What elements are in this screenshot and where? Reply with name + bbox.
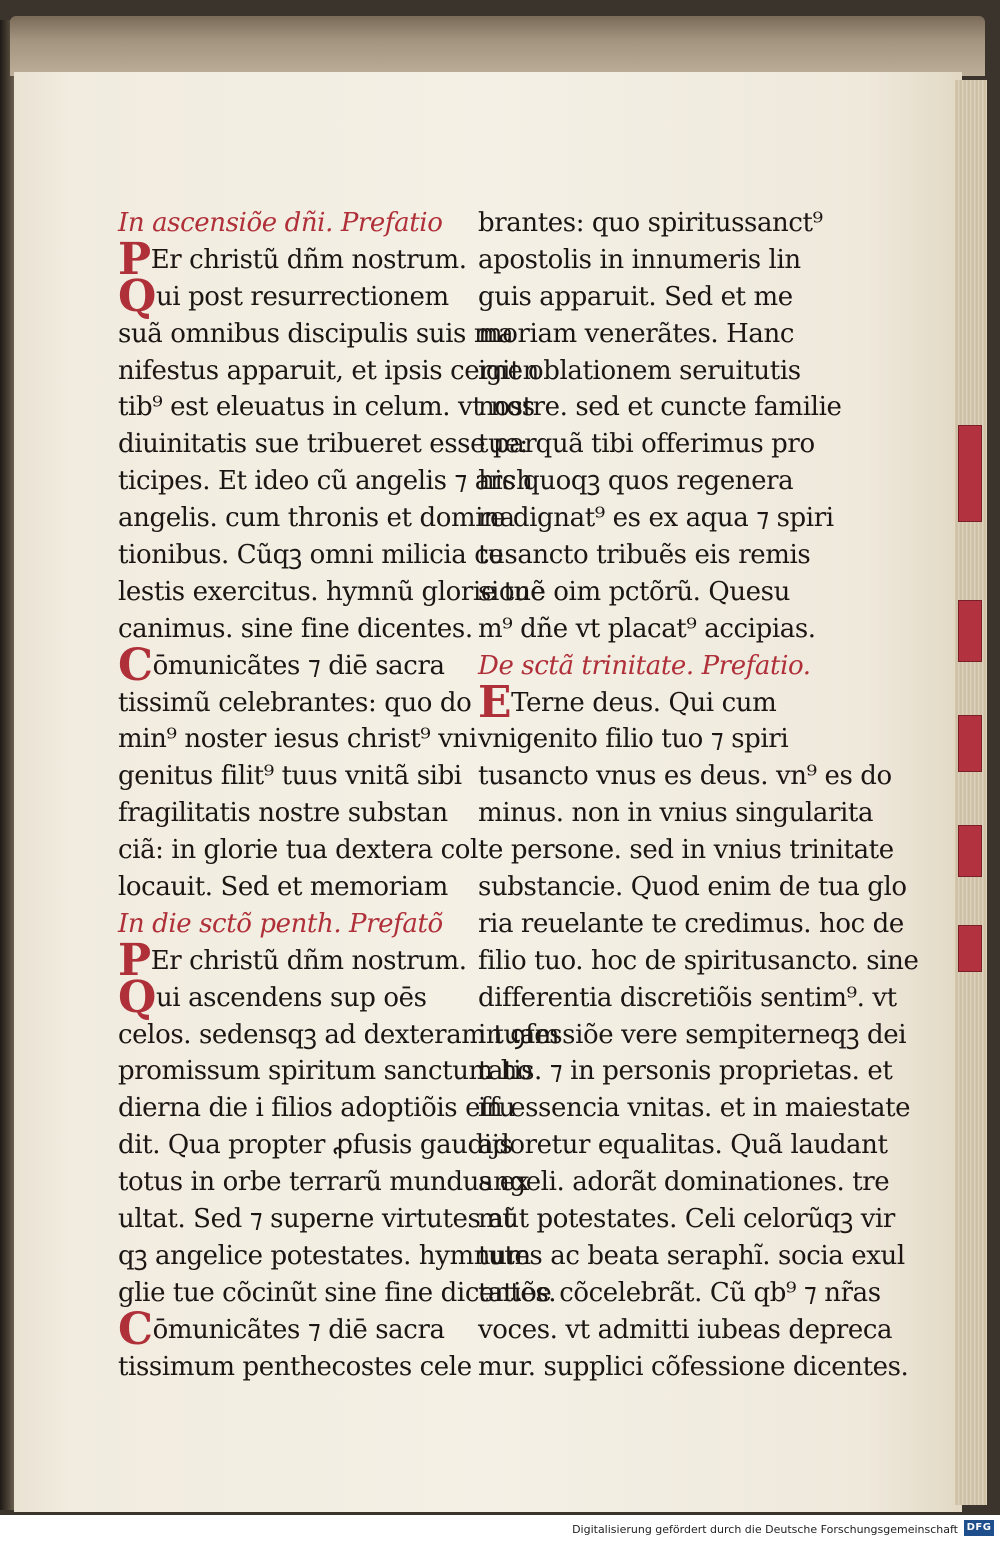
rubric-heading <box>478 648 811 685</box>
line-text: igit oblationem seruitutis <box>478 355 801 386</box>
text-line <box>478 758 892 795</box>
line-text: In ascensiõe dñi. Prefatio <box>118 208 443 238</box>
rubricated-initial: P <box>118 233 151 285</box>
rubricated-initial: Q <box>118 270 156 322</box>
page-tab-marker <box>958 425 982 522</box>
text-line <box>118 1127 513 1164</box>
text-line <box>118 1303 453 1355</box>
text-line <box>118 1053 533 1090</box>
footer-bar <box>0 1515 1000 1543</box>
line-text: angeli. adorãt dominationes. tre <box>478 1167 890 1198</box>
rubricated-initial: C <box>118 639 153 691</box>
text-line <box>478 1201 895 1238</box>
page-tab-marker <box>958 715 982 772</box>
line-text: guis apparuit. Sed et me <box>478 281 793 312</box>
line-text: te persone. sed in vnius trinitate <box>478 835 894 866</box>
line-text: voces. vt admitti iubeas depreca <box>478 1314 893 1345</box>
line-text: tusancto tribuẽs eis remis <box>478 540 811 571</box>
line-text: lestis exercitus. hymnũ glorie tue <box>118 576 546 607</box>
line-text: ōmunicãtes ⁊ diē sacra <box>152 1314 445 1345</box>
line-text: filio tuo. hoc de spiritusancto. sine <box>478 945 919 976</box>
line-text: tionibus. Cũqꝫ omni milicia ce <box>118 540 504 571</box>
text-line <box>478 537 811 574</box>
line-text: totus in orbe terrarũ mundus ex <box>118 1167 530 1198</box>
line-text: apostolis in innumeris lin <box>478 244 801 275</box>
text-line <box>478 906 904 943</box>
line-text: ultat. Sed ⁊ superne virtutes at <box>118 1204 514 1235</box>
line-text: tatis. ⁊ in personis proprietas. et <box>478 1056 893 1087</box>
line-text: nostre. sed et cuncte familie <box>478 392 842 423</box>
text-line <box>478 1275 881 1312</box>
text-line <box>118 1201 514 1238</box>
text-line <box>478 1238 905 1275</box>
line-text: min⁹ noster iesus christ⁹ vni <box>118 724 477 755</box>
text-line <box>118 233 467 285</box>
text-line <box>478 205 823 242</box>
line-text: ui post resurrectionem <box>155 281 449 312</box>
line-text: promissum spiritum sanctum ho <box>118 1056 533 1087</box>
text-line <box>118 611 473 648</box>
text-line <box>118 639 453 691</box>
text-line <box>478 1017 907 1054</box>
line-text: tue: quã tibi offerimus pro <box>478 429 815 460</box>
line-text: in ꝯfessiõe vere sempiterneqꝫ dei <box>478 1019 907 1050</box>
text-line <box>118 270 453 322</box>
page-tab-marker <box>958 825 982 877</box>
text-line <box>118 389 535 426</box>
text-line <box>118 537 504 574</box>
page-tab-marker <box>958 600 982 662</box>
text-line <box>118 685 472 722</box>
line-text: diuinitatis sue tribueret esse par <box>118 429 537 460</box>
text-line <box>118 1017 560 1054</box>
line-text: fragilitatis nostre substan <box>118 798 448 829</box>
line-text: qꝫ angelice potestates. hymnum <box>118 1240 531 1271</box>
line-text: his quoqꝫ quos regenera <box>478 466 794 497</box>
line-text: canimus. sine fine dicentes. <box>118 613 473 644</box>
line-text: genitus filit⁹ tuus vnitã sibi <box>118 761 462 792</box>
text-line <box>118 500 515 537</box>
text-line <box>118 463 533 500</box>
line-text: Er christũ dñm nostrum. <box>150 945 467 976</box>
line-text: tissimum penthecostes cele <box>118 1351 472 1382</box>
line-text: angelis. cum thronis et domina <box>118 503 515 534</box>
text-line <box>478 832 894 869</box>
text-line <box>478 1127 888 1164</box>
line-text: ria reuelante te credimus. hoc de <box>478 908 904 939</box>
line-text: celos. sedensqꝫ ad dexteram tuam <box>118 1019 560 1050</box>
text-line <box>118 869 453 906</box>
text-line <box>478 1164 890 1201</box>
line-text: Terne deus. Qui cum <box>511 687 777 718</box>
rubricated-initial: Q <box>118 971 156 1023</box>
text-line <box>118 1275 557 1312</box>
line-text: m⁹ dñe vt placat⁹ accipias. <box>478 613 816 644</box>
line-text: ōmunicãtes ⁊ diē sacra <box>152 650 445 681</box>
text-line <box>478 353 808 390</box>
line-text: in essencia vnitas. et in maiestate <box>478 1093 911 1124</box>
line-text: brantes: quo spiritussanct⁹ <box>478 208 823 238</box>
text-line <box>118 971 453 1023</box>
text-line <box>478 611 816 648</box>
text-column-left <box>118 205 560 1386</box>
text-line <box>478 242 808 279</box>
rubric-heading <box>118 205 453 242</box>
text-line <box>118 316 514 353</box>
text-line <box>478 316 808 353</box>
text-line <box>478 869 907 906</box>
dfg-logo: DFG <box>964 1520 994 1536</box>
line-text: De sctã trinitate. Prefatio. <box>478 650 811 681</box>
line-text: tissimũ celebrantes: quo do <box>118 687 472 718</box>
rubricated-initial: P <box>118 934 151 986</box>
line-text: tusancto vnus es deus. vn⁹ es do <box>478 761 892 792</box>
line-text: substancie. Quod enim de tua glo <box>478 872 907 903</box>
text-line <box>118 574 546 611</box>
text-line <box>478 980 897 1017</box>
line-text: mur. supplici cõfessione dicentes. <box>478 1351 909 1382</box>
line-text: differentia discretiõis sentim⁹. vt <box>478 982 897 1013</box>
line-text: glie tue cõcinũt sine fine dicentes. <box>118 1277 557 1308</box>
line-text: tutes ac beata seraphĩ. socia exul <box>478 1240 905 1271</box>
text-line <box>478 1090 911 1127</box>
line-text: mũt potestates. Celi celorũqꝫ vir <box>478 1204 895 1235</box>
line-text: tatiõe cõcelebrãt. Cũ qb⁹ ⁊ nr̃as <box>478 1277 881 1308</box>
line-text: In die sctõ penth. Prefatõ <box>118 908 443 939</box>
line-text: minus. non in vnius singularita <box>478 798 874 829</box>
text-line <box>118 1238 531 1275</box>
book-spine-edge <box>0 20 14 1510</box>
line-text: suã omnibus discipulis suis ma <box>118 318 514 349</box>
rubricated-initial: E <box>478 676 512 728</box>
line-text: Er christũ dñm nostrum. <box>150 244 467 275</box>
line-text: ui ascendens sup oēs <box>155 982 427 1013</box>
text-line <box>118 934 467 986</box>
line-text: dit. Qua propter ꝓfusis gaudijs <box>118 1130 513 1161</box>
line-text: re dignat⁹ es ex aqua ⁊ spiri <box>478 503 834 534</box>
text-line <box>478 500 834 537</box>
text-line <box>478 943 919 980</box>
page-top-edge <box>10 16 985 76</box>
text-line <box>118 832 478 869</box>
text-line <box>118 353 539 390</box>
line-text: moriam venerãtes. Hanc <box>478 318 794 349</box>
text-line <box>118 721 477 758</box>
line-text: adoretur equalitas. Quã laudant <box>478 1130 888 1161</box>
text-line <box>478 676 808 728</box>
text-line <box>118 1090 515 1127</box>
text-line <box>118 426 537 463</box>
text-line <box>478 1349 909 1386</box>
text-line <box>478 389 842 426</box>
text-line <box>478 1312 893 1349</box>
text-line <box>118 795 453 832</box>
rubric-heading <box>118 906 453 943</box>
text-line <box>478 279 808 316</box>
text-line <box>478 574 808 611</box>
page-tab-marker <box>958 925 982 972</box>
line-text: ciã: in glorie tua dextera col <box>118 835 478 866</box>
text-line <box>118 1164 530 1201</box>
funding-credit: Digitalisierung gefördert durch die Deutsche Forschungsgemeinschaft <box>572 1523 958 1536</box>
text-line <box>118 1349 472 1386</box>
text-line <box>478 721 808 758</box>
line-text: tib⁹ est eleuatus in celum. vt nos <box>118 392 535 423</box>
text-line <box>478 463 808 500</box>
line-text: dierna die i filios adoptiõis effu <box>118 1093 515 1124</box>
text-line <box>478 795 874 832</box>
text-line <box>478 1053 893 1090</box>
rubricated-initial: C <box>118 1303 153 1355</box>
line-text: nifestus apparuit, et ipsis cernen <box>118 355 539 386</box>
text-line <box>118 758 462 795</box>
page-fore-edge <box>955 80 987 1505</box>
text-line <box>478 426 815 463</box>
line-text: sionẽ oim pctõrũ. Quesu <box>478 576 790 607</box>
text-column-right <box>478 205 919 1386</box>
line-text: ticipes. Et ideo cũ angelis ⁊ arch <box>118 466 533 497</box>
line-text: vnigenito filio tuo ⁊ spiri <box>478 724 789 755</box>
line-text: locauit. Sed et memoriam <box>118 872 448 903</box>
